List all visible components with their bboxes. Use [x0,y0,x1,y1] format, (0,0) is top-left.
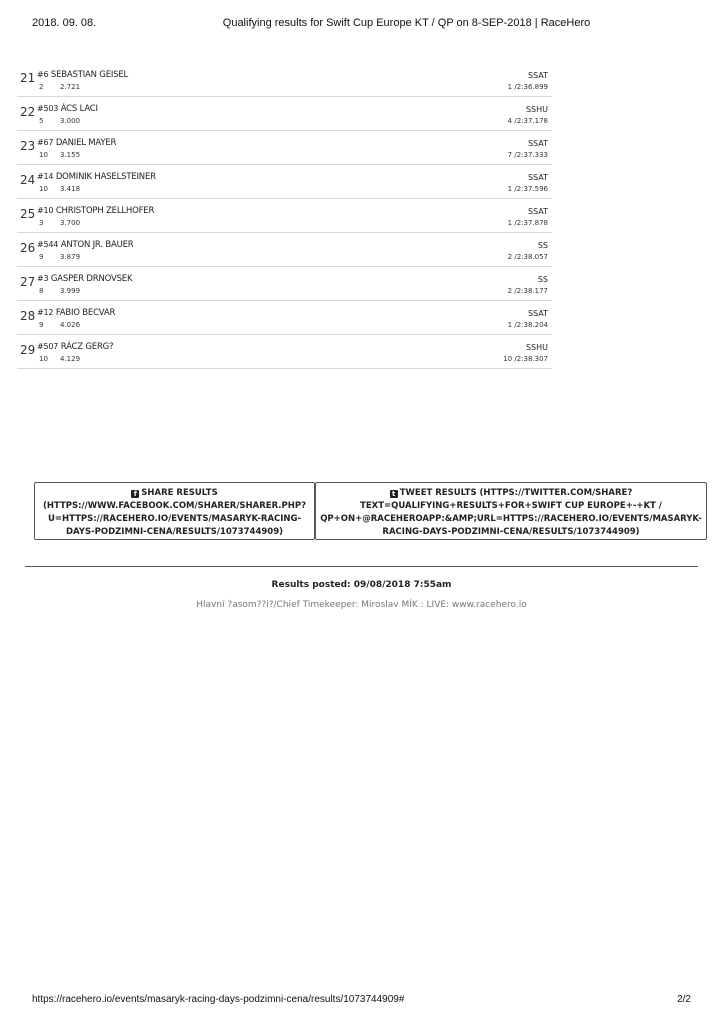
position: 23 [20,139,36,153]
class: SSHU [525,105,548,114]
result-row [17,63,552,97]
laps: 10 [39,151,48,159]
laps: 3 [39,219,44,227]
gap: 3.999 [60,287,81,295]
result-row [17,233,552,267]
driver-name-text: ANTON JR. BAUER [60,240,134,250]
best-lap: 2 /2:38.177 [507,287,548,295]
result-row [17,97,552,131]
facebook-icon: f [131,490,139,498]
car-number: #3 [37,274,49,283]
laps: 9 [39,253,44,261]
driver-name-text: FABIO BECVAR [55,308,116,318]
class: SSAT [527,309,548,318]
laps: 5 [39,117,44,125]
driver-name [37,274,132,284]
best-lap: 10 /2:38.307 [503,355,548,363]
twitter-icon: t [390,490,398,498]
position: 25 [20,207,36,221]
share-facebook-url-line-3: DAYS-PODZIMNI-CENA/RESULTS/1073744909) [65,527,283,537]
tweet-url-line-1: TEXT=QUALIFYING+RESULTS+FOR+SWIFT CUP EUROPE+-+KT / [360,501,662,511]
driver-name-text: DOMINIK HASELSTEINER [55,172,156,182]
driver-name-text: SEBASTIAN GEISEL [50,70,129,80]
driver-name-text: ÁCS LACI [60,104,98,114]
result-row [17,267,552,301]
car-number: #10 [37,206,54,215]
share-facebook-button[interactable] [34,482,315,540]
class: SSAT [527,207,548,216]
driver-name-text: RÁCZ GERG? [60,342,114,352]
position: 27 [20,275,36,289]
driver-name-text: DANIEL MAYER [55,138,117,148]
class: SSAT [527,173,548,182]
car-number: #544 [37,240,59,249]
class: SSHU [525,343,548,352]
gap: 2.721 [60,83,81,91]
results-posted: Results posted: 09/08/2018 7:55am [271,580,452,590]
car-number: #6 [37,70,49,79]
laps: 10 [39,185,48,193]
best-lap: 7 /2:37.333 [507,151,548,159]
position: 28 [20,309,36,323]
tweet-results-label: TWEET RESULTS (HTTPS://TWITTER.COM/SHARE? [399,488,633,498]
best-lap: 4 /2:37.178 [507,117,548,125]
gap: 4.026 [60,321,81,329]
laps: 8 [39,287,44,295]
best-lap: 1 /2:38.204 [507,321,548,329]
car-number: #503 [37,104,59,113]
position: 24 [20,173,36,187]
divider [25,566,698,567]
result-row [17,335,552,369]
driver-name-text: CHRISTOPH ZELLHOFER [55,206,155,216]
driver-name [37,138,116,148]
driver-name [37,70,128,80]
gap: 3.000 [60,117,81,125]
print-date: 2018. 09. 08. [32,17,97,29]
position: 21 [20,71,36,85]
laps: 9 [39,321,44,329]
car-number: #507 [37,342,59,351]
driver-name [37,104,98,114]
result-row [17,165,552,199]
best-lap: 2 /2:38.057 [507,253,548,261]
driver-name [37,308,115,318]
timekeeper-credit: Hlavní ?asom??i?/Chief Timekeeper: Miroslav MÍK : LIVE: www.racehero.io [196,600,527,610]
footer-url: https://racehero.io/events/masaryk-racing-days-podzimni-cena/results/1073744909# [32,994,405,1005]
driver-name-text: GASPER DRNOVSEK [50,274,133,284]
share-facebook-url-line-2: U=HTTPS://RACEHERO.IO/EVENTS/MASARYK-RACING- [47,514,302,524]
car-number: #67 [37,138,54,147]
tweet-results-button[interactable] [315,482,707,540]
position: 22 [20,105,36,119]
class: SSAT [527,71,548,80]
gap: 3.155 [60,151,81,159]
page-title: Qualifying results for Swift Cup Europe KT / QP on 8-SEP-2018 | RaceHero [222,17,591,29]
gap: 3.418 [60,185,81,193]
best-lap: 1 /2:36.899 [507,83,548,91]
result-row [17,199,552,233]
result-row [17,301,552,335]
position: 29 [20,343,36,357]
driver-name [37,240,133,250]
car-number: #14 [37,172,54,181]
gap: 4.129 [60,355,81,363]
laps: 10 [39,355,48,363]
results-list [17,63,552,369]
share-facebook-label: SHARE RESULTS [141,488,218,498]
driver-name [37,172,156,182]
share-facebook-url-line-1: (HTTPS://WWW.FACEBOOK.COM/SHARER/SHARER.PHP? [42,501,307,511]
tweet-url-line-2: QP+ON+@RACEHEROAPP:&AMP;URL=HTTPS://RACEHERO.IO/EVENTS/MASARYK- [320,514,702,524]
driver-name [37,206,154,216]
tweet-url-line-3: RACING-DAYS-PODZIMNI-CENA/RESULTS/1073744909) [382,527,640,537]
best-lap: 1 /2:37.596 [507,185,548,193]
position: 26 [20,241,36,255]
best-lap: 1 /2:37.878 [507,219,548,227]
class: SS [537,241,548,250]
laps: 2 [39,83,44,91]
page-number: 2/2 [677,994,691,1005]
gap: 3.879 [60,253,81,261]
driver-name [37,342,113,352]
class: SS [537,275,548,284]
class: SSAT [527,139,548,148]
result-row [17,131,552,165]
car-number: #12 [37,308,54,317]
gap: 3.700 [60,219,81,227]
